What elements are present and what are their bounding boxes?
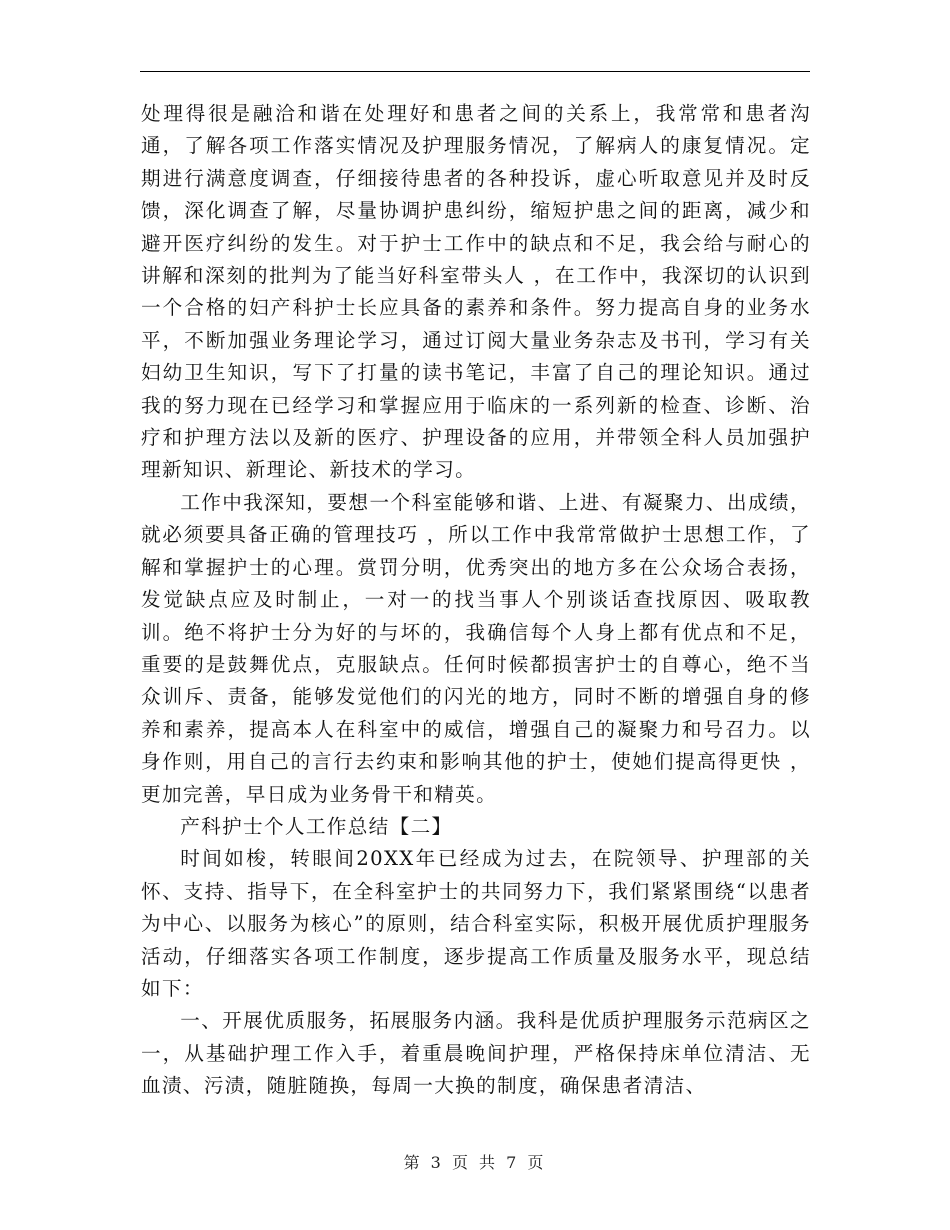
paragraph-4: 一、开展优质服务，拓展服务内涵。我科是优质护理服务示范病区之一，从基础护理工作入手，着重晨晚间护理，严格保持床单位清洁、无血渍、污渍，随脏随换，每周一大换的制度，确保患者清洁、 <box>141 1009 811 1098</box>
paragraph-1: 处理得很是融洽和谐在处理好和患者之间的关系上，我常常和患者沟通，了解各项工作落实情况及护理服务情况，了解病人的康复情况。定期进行满意度调查，仔细接待患者的各种投诉，虚心听取意见并及时反馈，深化调查了解，尽量协调护患纠纷，缩短护患之间的距离，减少和避开医疗纠纷的发生。对于护士工作中的缺点和不足，我会给与耐心的讲解和深刻的批判为了能当好科室带头人 ，在工作中，我深切的认识到一个合格的妇产科护士长应具备的素养和条件。努力提高自身的业务水平，不断加强业务理论学习，通过订阅大量业务杂志及书刊，学习有关妇幼卫生知识，写下了打量的读书笔记，丰富了自己的理论知识。通过我的努力现在已经学习和掌握应用于临床的一系列新的检查、诊断、治疗和护理方法以及新的医疗、护理设备的应用，并带领全科人员加强护理新知识、新理论、新技术的学习。 <box>141 102 811 482</box>
document-body <box>141 98 811 1103</box>
page-number: 第 3 页 共 7 页 <box>403 1153 547 1172</box>
paragraph-3: 时间如梭，转眼间20XX年已经成为过去，在院领导、护理部的关怀、支持、指导下，在全科室护士的共同努力下，我们紧紧围绕“以患者为中心、以服务为核心”的原则，结合科室实际，积极开展优质护理服务活动，仔细落实各项工作制度，逐步提高工作质量及服务水平，现总结如下： <box>141 847 811 1000</box>
header-rule <box>140 71 810 72</box>
section-heading: 产科护士个人工作总结【二】 <box>180 814 453 838</box>
paragraph-2: 工作中我深知，要想一个科室能够和谐、上进、有凝聚力、出成绩，就必须要具备正确的管理技巧 ，所以工作中我常常做护士思想工作，了解和掌握护士的心理。赏罚分明，优秀突出的地方多在公众场合表扬，发觉缺点应及时制止，一对一的找当事人个别谈话查找原因、吸取教训。绝不将护士分为好的与坏的，我确信每个人身上都有优点和不足，重要的是鼓舞优点，克服缺点。任何时候都损害护士的自尊心，绝不当众训斥、责备，能够发觉他们的闪光的地方，同时不断的增强自身的修养和素养，提高本人在科室中的威信，增强自己的凝聚力和号召力。以身作则，用自己的言行去约束和影响其他的护士，使她们提高得更快 ，更加完善，早日成为业务骨干和精英。 <box>141 490 811 806</box>
